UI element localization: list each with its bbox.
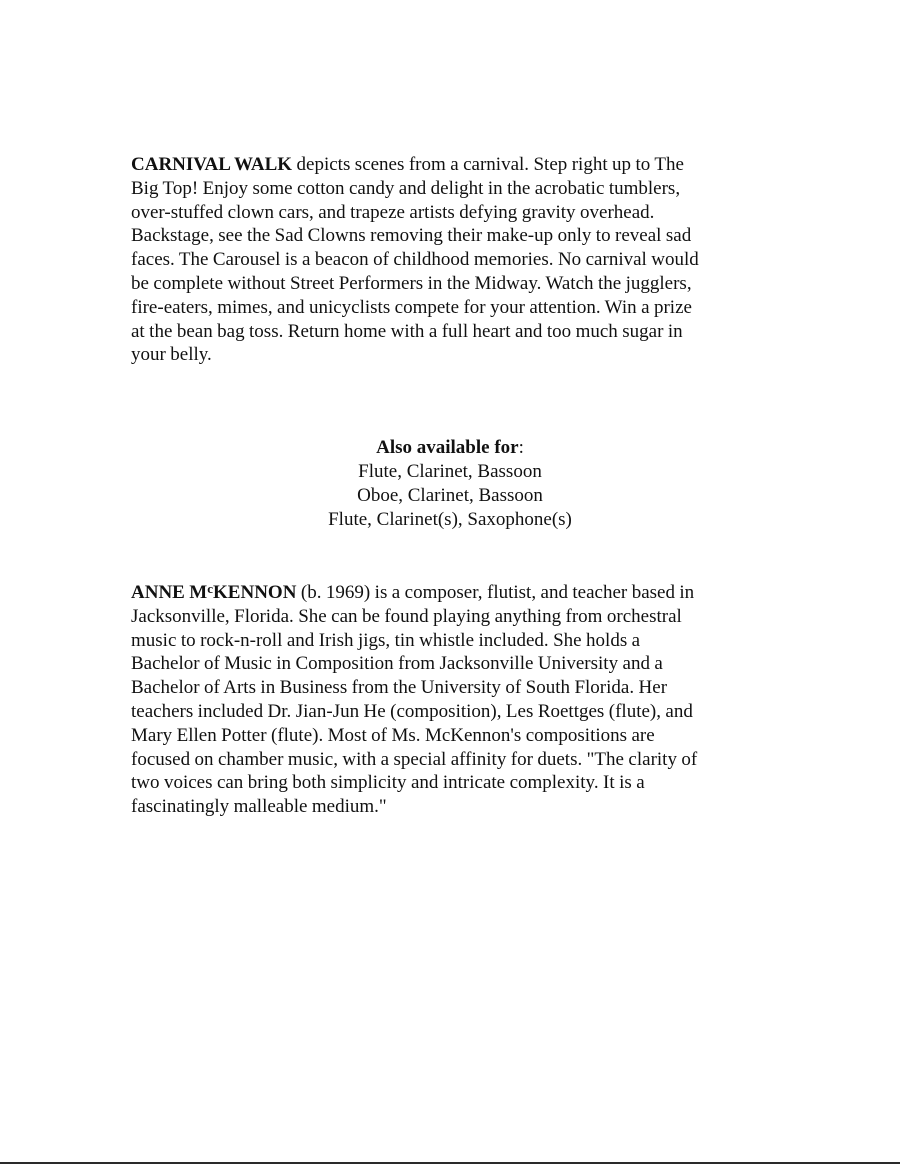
description-line: over-stuffed clown cars, and trapeze artists defying gravity overhead. — [131, 201, 655, 223]
availability-heading: Also available for: — [376, 437, 524, 458]
description-line: fire-eaters, mimes, and unicyclists compete for your attention. Win a prize — [131, 296, 692, 318]
description-line: Big Top! Enjoy some cotton candy and delight in the acrobatic tumblers, — [131, 177, 681, 199]
availability-item: Flute, Clarinet, Bassoon — [358, 461, 542, 482]
bio-line: Bachelor of Music in Composition from Jacksonville University and a — [131, 653, 663, 675]
description-line: be complete without Street Performers in the Midway. Watch the jugglers, — [131, 272, 692, 294]
availability-item: Flute, Clarinet(s), Saxophone(s) — [328, 509, 572, 530]
bio-line: fascinatingly malleable medium." — [131, 796, 387, 818]
description-line: faces. The Carousel is a beacon of childhood memories. No carnival would — [131, 249, 699, 271]
bio-paragraph — [131, 581, 771, 819]
description-line: Backstage, see the Sad Clowns removing their make-up only to reveal sad — [131, 225, 692, 247]
description-line: your belly. — [131, 344, 212, 366]
availability-item: Oboe, Clarinet, Bassoon — [357, 485, 543, 506]
bio-line: teachers included Dr. Jian-Jun He (composition), Les Roettges (flute), and — [131, 700, 693, 722]
availability-block — [0, 436, 900, 532]
bio-line: two voices can bring both simplicity and intricate complexity. It is a — [131, 772, 645, 794]
bio-line: ANNE $M^cKENNON$ (b. 1969) is a composer, flutist, and teacher based in — [131, 581, 695, 603]
bio-line: music to rock-n-roll and Irish jigs, tin whistle included. She holds a — [131, 629, 641, 651]
description-line: CARNIVAL WALK depicts scenes from a carnival. Step right up to The — [131, 154, 684, 175]
composer-name: ANNE $M^cKENNON$ — [131, 581, 297, 603]
piece-title: CARNIVAL WALK — [131, 154, 293, 175]
bio-line: Mary Ellen Potter (flute). Most of Ms. McKennon's compositions are — [131, 724, 655, 746]
bio-line: focused on chamber music, with a special affinity for duets. "The clarity of — [131, 748, 698, 770]
description-line: at the bean bag toss. Return home with a full heart and too much sugar in — [131, 320, 683, 342]
description-paragraph — [131, 153, 771, 367]
bio-line: Bachelor of Arts in Business from the University of South Florida. Her — [131, 677, 668, 699]
bio-line: Jacksonville, Florida. She can be found playing anything from orchestral — [131, 605, 682, 627]
